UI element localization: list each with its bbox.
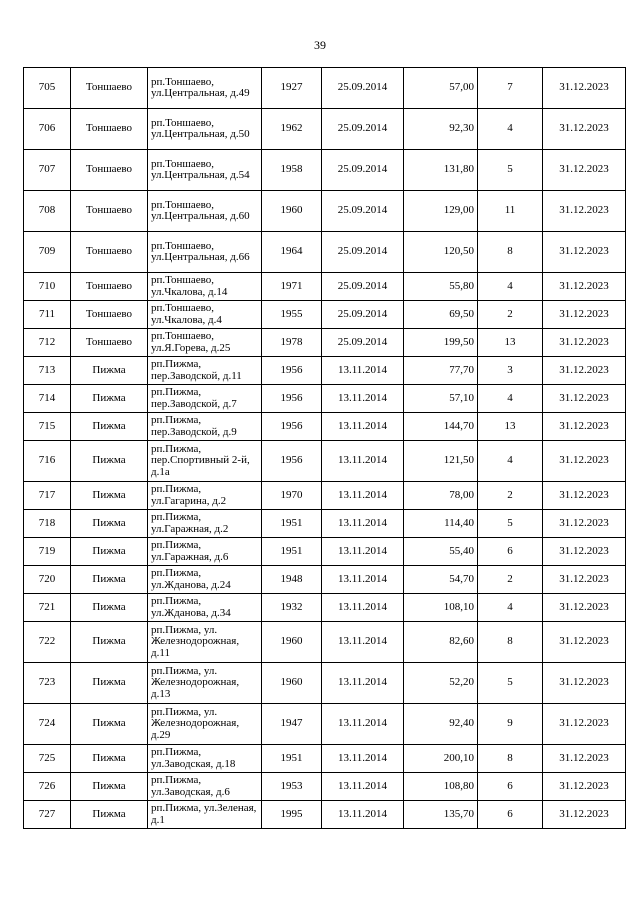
table-row — [24, 232, 626, 273]
year-cell: 1958 — [262, 150, 322, 191]
count-cell: 6 — [478, 538, 543, 566]
deadline-cell: 31.12.2023 — [543, 773, 626, 801]
deadline-cell: 31.12.2023 — [543, 68, 626, 109]
area-cell: 120,50 — [404, 232, 478, 273]
table-row — [24, 301, 626, 329]
year-cell: 1947 — [262, 704, 322, 745]
count-cell: 4 — [478, 441, 543, 482]
table-row — [24, 413, 626, 441]
row-number: 716 — [24, 441, 71, 482]
year-cell: 1948 — [262, 566, 322, 594]
count-cell: 13 — [478, 413, 543, 441]
year-cell: 1960 — [262, 191, 322, 232]
row-number: 726 — [24, 773, 71, 801]
locality-cell: Пижма — [71, 704, 148, 745]
year-cell: 1978 — [262, 329, 322, 357]
count-cell: 8 — [478, 745, 543, 773]
deadline-cell: 31.12.2023 — [543, 594, 626, 622]
deadline-cell: 31.12.2023 — [543, 150, 626, 191]
table-row — [24, 482, 626, 510]
table-row — [24, 68, 626, 109]
date-cell: 13.11.2014 — [322, 773, 404, 801]
area-cell: 92,40 — [404, 704, 478, 745]
date-cell: 13.11.2014 — [322, 566, 404, 594]
area-cell: 78,00 — [404, 482, 478, 510]
deadline-cell: 31.12.2023 — [543, 663, 626, 704]
area-cell: 57,10 — [404, 385, 478, 413]
address-cell: рп.Тоншаево, ул.Центральная, д.60 — [148, 191, 262, 232]
row-number: 724 — [24, 704, 71, 745]
deadline-cell: 31.12.2023 — [543, 745, 626, 773]
address-cell: рп.Тоншаево, ул.Чкалова, д.14 — [148, 273, 262, 301]
date-cell: 13.11.2014 — [322, 510, 404, 538]
area-cell: 57,00 — [404, 68, 478, 109]
table-row — [24, 566, 626, 594]
area-cell: 199,50 — [404, 329, 478, 357]
table-row — [24, 150, 626, 191]
area-cell: 108,10 — [404, 594, 478, 622]
row-number: 715 — [24, 413, 71, 441]
address-cell: рп.Пижма, пер.Заводской, д.11 — [148, 357, 262, 385]
table-row — [24, 773, 626, 801]
locality-cell: Тоншаево — [71, 150, 148, 191]
date-cell: 13.11.2014 — [322, 594, 404, 622]
table-row — [24, 109, 626, 150]
date-cell: 25.09.2014 — [322, 150, 404, 191]
locality-cell: Тоншаево — [71, 273, 148, 301]
row-number: 707 — [24, 150, 71, 191]
deadline-cell: 31.12.2023 — [543, 441, 626, 482]
address-cell: рп.Пижма, ул.Жданова, д.24 — [148, 566, 262, 594]
year-cell: 1951 — [262, 745, 322, 773]
row-number: 708 — [24, 191, 71, 232]
address-cell: рп.Пижма, пер.Заводской, д.7 — [148, 385, 262, 413]
locality-cell: Тоншаево — [71, 68, 148, 109]
year-cell: 1960 — [262, 663, 322, 704]
table-row — [24, 510, 626, 538]
date-cell: 13.11.2014 — [322, 413, 404, 441]
address-cell: рп.Пижма, ул.Гаражная, д.2 — [148, 510, 262, 538]
row-number: 713 — [24, 357, 71, 385]
table-row — [24, 663, 626, 704]
count-cell: 7 — [478, 68, 543, 109]
locality-cell: Пижма — [71, 773, 148, 801]
count-cell: 6 — [478, 801, 543, 829]
date-cell: 25.09.2014 — [322, 232, 404, 273]
deadline-cell: 31.12.2023 — [543, 510, 626, 538]
count-cell: 4 — [478, 109, 543, 150]
area-cell: 131,80 — [404, 150, 478, 191]
count-cell: 5 — [478, 150, 543, 191]
count-cell: 3 — [478, 357, 543, 385]
row-number: 714 — [24, 385, 71, 413]
date-cell: 25.09.2014 — [322, 191, 404, 232]
area-cell: 200,10 — [404, 745, 478, 773]
address-cell: рп.Пижма, ул.Жданова, д.34 — [148, 594, 262, 622]
area-cell: 77,70 — [404, 357, 478, 385]
table-row — [24, 745, 626, 773]
table-row — [24, 801, 626, 829]
area-cell: 114,40 — [404, 510, 478, 538]
row-number: 717 — [24, 482, 71, 510]
count-cell: 5 — [478, 510, 543, 538]
deadline-cell: 31.12.2023 — [543, 301, 626, 329]
row-number: 722 — [24, 622, 71, 663]
count-cell: 9 — [478, 704, 543, 745]
year-cell: 1955 — [262, 301, 322, 329]
year-cell: 1960 — [262, 622, 322, 663]
locality-cell: Пижма — [71, 413, 148, 441]
date-cell: 25.09.2014 — [322, 109, 404, 150]
date-cell: 13.11.2014 — [322, 385, 404, 413]
row-number: 721 — [24, 594, 71, 622]
deadline-cell: 31.12.2023 — [543, 191, 626, 232]
table-row — [24, 191, 626, 232]
table-body — [24, 68, 626, 829]
area-cell: 52,20 — [404, 663, 478, 704]
date-cell: 25.09.2014 — [322, 329, 404, 357]
row-number: 718 — [24, 510, 71, 538]
locality-cell: Тоншаево — [71, 329, 148, 357]
area-cell: 121,50 — [404, 441, 478, 482]
table-row — [24, 385, 626, 413]
row-number: 712 — [24, 329, 71, 357]
date-cell: 13.11.2014 — [322, 704, 404, 745]
year-cell: 1951 — [262, 538, 322, 566]
count-cell: 8 — [478, 232, 543, 273]
row-number: 705 — [24, 68, 71, 109]
year-cell: 1953 — [262, 773, 322, 801]
count-cell: 2 — [478, 482, 543, 510]
locality-cell: Пижма — [71, 622, 148, 663]
deadline-cell: 31.12.2023 — [543, 109, 626, 150]
table-row — [24, 441, 626, 482]
address-cell: рп.Пижма, ул. Железнодорожная, д.13 — [148, 663, 262, 704]
date-cell: 13.11.2014 — [322, 745, 404, 773]
row-number: 711 — [24, 301, 71, 329]
date-cell: 13.11.2014 — [322, 538, 404, 566]
deadline-cell: 31.12.2023 — [543, 385, 626, 413]
year-cell: 1927 — [262, 68, 322, 109]
address-cell: рп.Пижма, пер.Заводской, д.9 — [148, 413, 262, 441]
area-cell: 129,00 — [404, 191, 478, 232]
address-cell: рп.Пижма, пер.Спортивный 2-й, д.1а — [148, 441, 262, 482]
table-row — [24, 538, 626, 566]
area-cell: 69,50 — [404, 301, 478, 329]
deadline-cell: 31.12.2023 — [543, 329, 626, 357]
locality-cell: Тоншаево — [71, 191, 148, 232]
row-number: 706 — [24, 109, 71, 150]
address-cell: рп.Тоншаево, ул.Чкалова, д.4 — [148, 301, 262, 329]
area-cell: 55,80 — [404, 273, 478, 301]
row-number: 719 — [24, 538, 71, 566]
count-cell: 6 — [478, 773, 543, 801]
table-row — [24, 273, 626, 301]
count-cell: 13 — [478, 329, 543, 357]
address-cell: рп.Пижма, ул.Заводская, д.6 — [148, 773, 262, 801]
row-number: 727 — [24, 801, 71, 829]
count-cell: 2 — [478, 566, 543, 594]
area-cell: 108,80 — [404, 773, 478, 801]
address-cell: рп.Тоншаево, ул.Центральная, д.49 — [148, 68, 262, 109]
deadline-cell: 31.12.2023 — [543, 482, 626, 510]
year-cell: 1956 — [262, 413, 322, 441]
count-cell: 11 — [478, 191, 543, 232]
row-number: 723 — [24, 663, 71, 704]
year-cell: 1956 — [262, 385, 322, 413]
housing-registry-table — [23, 67, 626, 829]
locality-cell: Пижма — [71, 538, 148, 566]
count-cell: 8 — [478, 622, 543, 663]
address-cell: рп.Пижма, ул. Железнодорожная, д.11 — [148, 622, 262, 663]
date-cell: 13.11.2014 — [322, 622, 404, 663]
row-number: 710 — [24, 273, 71, 301]
row-number: 709 — [24, 232, 71, 273]
address-cell: рп.Тоншаево, ул.Центральная, д.66 — [148, 232, 262, 273]
year-cell: 1971 — [262, 273, 322, 301]
row-number: 725 — [24, 745, 71, 773]
page-number: 39 — [314, 38, 326, 52]
table-row — [24, 357, 626, 385]
deadline-cell: 31.12.2023 — [543, 538, 626, 566]
locality-cell: Пижма — [71, 801, 148, 829]
year-cell: 1962 — [262, 109, 322, 150]
date-cell: 25.09.2014 — [322, 301, 404, 329]
deadline-cell: 31.12.2023 — [543, 622, 626, 663]
address-cell: рп.Пижма, ул.Гагарина, д.2 — [148, 482, 262, 510]
year-cell: 1964 — [262, 232, 322, 273]
locality-cell: Пижма — [71, 357, 148, 385]
table-row — [24, 594, 626, 622]
count-cell: 2 — [478, 301, 543, 329]
year-cell: 1970 — [262, 482, 322, 510]
address-cell: рп.Тоншаево, ул.Я.Горева, д.25 — [148, 329, 262, 357]
deadline-cell: 31.12.2023 — [543, 357, 626, 385]
deadline-cell: 31.12.2023 — [543, 566, 626, 594]
address-cell: рп.Пижма, ул.Гаражная, д.6 — [148, 538, 262, 566]
date-cell: 13.11.2014 — [322, 801, 404, 829]
address-cell: рп.Пижма, ул.Зеленая, д.1 — [148, 801, 262, 829]
deadline-cell: 31.12.2023 — [543, 232, 626, 273]
year-cell: 1995 — [262, 801, 322, 829]
area-cell: 135,70 — [404, 801, 478, 829]
locality-cell: Пижма — [71, 594, 148, 622]
locality-cell: Пижма — [71, 482, 148, 510]
year-cell: 1956 — [262, 357, 322, 385]
year-cell: 1956 — [262, 441, 322, 482]
locality-cell: Пижма — [71, 385, 148, 413]
date-cell: 25.09.2014 — [322, 68, 404, 109]
count-cell: 4 — [478, 273, 543, 301]
area-cell: 55,40 — [404, 538, 478, 566]
deadline-cell: 31.12.2023 — [543, 801, 626, 829]
locality-cell: Тоншаево — [71, 301, 148, 329]
locality-cell: Тоншаево — [71, 109, 148, 150]
address-cell: рп.Тоншаево, ул.Центральная, д.54 — [148, 150, 262, 191]
locality-cell: Пижма — [71, 566, 148, 594]
date-cell: 25.09.2014 — [322, 273, 404, 301]
date-cell: 13.11.2014 — [322, 357, 404, 385]
table-row — [24, 622, 626, 663]
count-cell: 4 — [478, 594, 543, 622]
deadline-cell: 31.12.2023 — [543, 273, 626, 301]
area-cell: 144,70 — [404, 413, 478, 441]
year-cell: 1951 — [262, 510, 322, 538]
address-cell: рп.Тоншаево, ул.Центральная, д.50 — [148, 109, 262, 150]
address-cell: рп.Пижма, ул.Заводская, д.18 — [148, 745, 262, 773]
address-cell: рп.Пижма, ул. Железнодорожная, д.29 — [148, 704, 262, 745]
table-row — [24, 704, 626, 745]
deadline-cell: 31.12.2023 — [543, 413, 626, 441]
locality-cell: Пижма — [71, 663, 148, 704]
date-cell: 13.11.2014 — [322, 441, 404, 482]
table-row — [24, 329, 626, 357]
locality-cell: Тоншаево — [71, 232, 148, 273]
locality-cell: Пижма — [71, 745, 148, 773]
count-cell: 5 — [478, 663, 543, 704]
area-cell: 54,70 — [404, 566, 478, 594]
area-cell: 82,60 — [404, 622, 478, 663]
date-cell: 13.11.2014 — [322, 482, 404, 510]
count-cell: 4 — [478, 385, 543, 413]
year-cell: 1932 — [262, 594, 322, 622]
area-cell: 92,30 — [404, 109, 478, 150]
locality-cell: Пижма — [71, 510, 148, 538]
row-number: 720 — [24, 566, 71, 594]
locality-cell: Пижма — [71, 441, 148, 482]
deadline-cell: 31.12.2023 — [543, 704, 626, 745]
date-cell: 13.11.2014 — [322, 663, 404, 704]
